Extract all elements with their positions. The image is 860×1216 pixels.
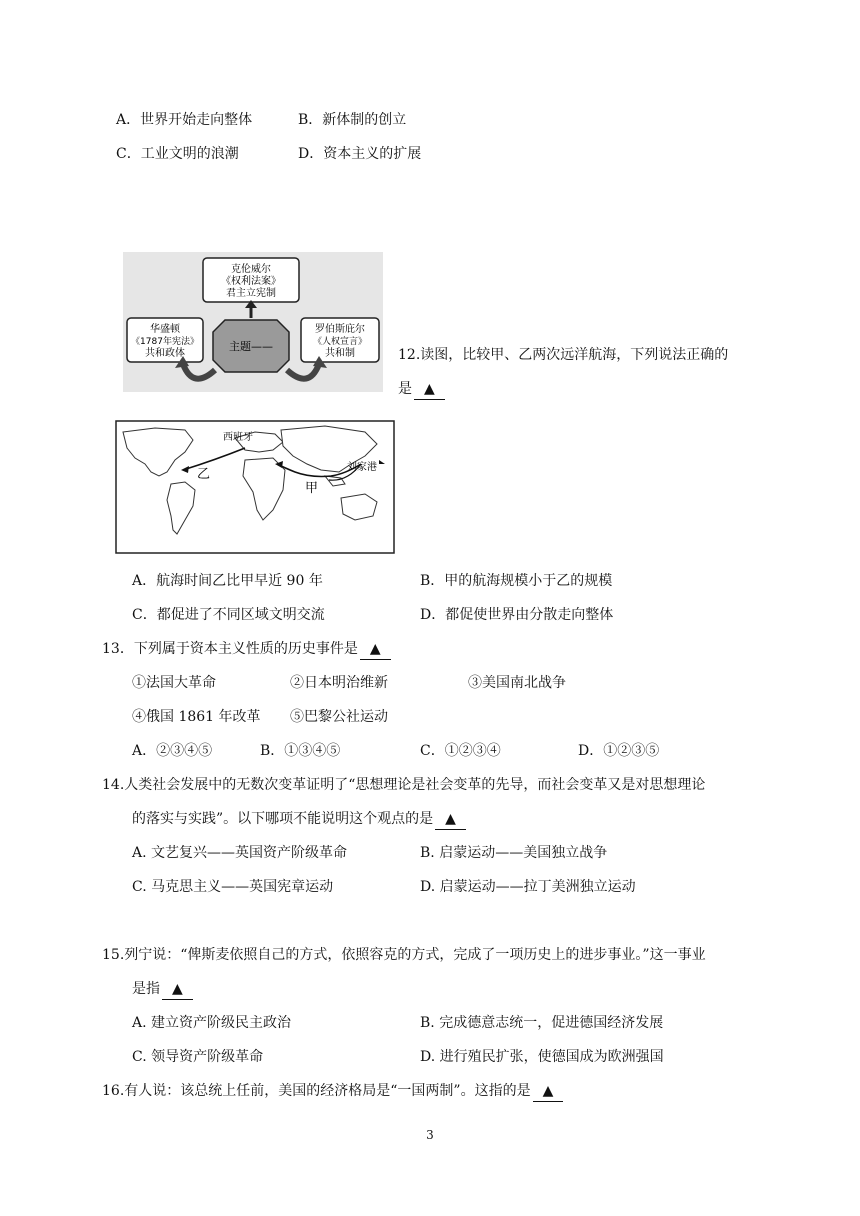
q13-item-5: ⑤巴黎公社运动 (290, 709, 388, 725)
q13-item-2: ②日本明治维新 (290, 675, 388, 691)
q13-option-c: C．①②③④ (420, 743, 501, 759)
q11-option-a: A．世界开始走向整体 (116, 112, 253, 128)
q13-item-3: ③美国南北战争 (468, 675, 566, 691)
answer-blank: ▲ (360, 639, 391, 660)
map-label-spain: 西班牙 (223, 432, 253, 443)
right-box-line3: 共和制 (325, 348, 355, 359)
world-map (115, 420, 395, 554)
q12-option-d: D．都促使世界由分散走向整体 (420, 607, 614, 623)
q13-option-b: B．①③④⑤ (260, 743, 341, 759)
answer-blank: ▲ (162, 979, 193, 1000)
q12-stem-end: 是 (398, 381, 412, 397)
q16-stem-line (102, 1081, 563, 1102)
q14-option-c: C. 马克思主义——英国宪章运动 (132, 879, 334, 895)
q15-option-d: D. 进行殖民扩张，使德国成为欧洲强国 (420, 1049, 664, 1065)
q12-stem-2 (398, 379, 445, 400)
q11-option-d: D．资本主义的扩展 (298, 146, 422, 162)
q13-option-d: D．①②③⑤ (578, 743, 660, 759)
theme-diagram (123, 252, 383, 392)
q14-option-d: D. 启蒙运动——拉丁美洲独立运动 (420, 879, 636, 895)
q13-option-a: A．②③④⑤ (132, 743, 213, 759)
q15-stem-1: 15.列宁说：“俾斯麦依照自己的方式，依照容克的方式，完成了一项历史上的进步事业。”这一事业 (102, 947, 706, 963)
left-box-line2: 《1787年宪法》 (131, 337, 199, 347)
q13-stem: 13．下列属于资本主义性质的历史事件是 (102, 641, 358, 657)
top-box-line2: 《权利法案》 (221, 276, 281, 287)
q15-stem-2-line (132, 979, 193, 1000)
q14-stem-1: 14.人类社会发展中的无数次变革证明了“思想理论是社会变革的先导，而社会变革又是对思想理论 (102, 777, 706, 793)
q13-stem-line (102, 639, 391, 660)
left-box-line3: 共和政体 (145, 348, 185, 359)
q14-stem-2: 的落实与实践”。以下哪项不能说明这个观点的是 (132, 811, 434, 827)
right-box-line1: 罗伯斯庇尔 (315, 324, 365, 335)
q15-stem-2: 是指 (132, 981, 160, 997)
right-box-line2: 《人权宣言》 (312, 337, 368, 347)
q11-option-c: C．工业文明的浪潮 (116, 146, 239, 162)
q12-option-c: C．都促进了不同区域文明交流 (132, 607, 325, 623)
top-box-line3: 君主立宪制 (226, 288, 276, 299)
left-box-line1: 华盛顿 (150, 324, 180, 335)
q12-stem: 12.读图，比较甲、乙两次远洋航海，下列说法正确的 (398, 347, 729, 363)
q13-item-1: ①法国大革命 (132, 675, 216, 691)
map-label-jia: 甲 (305, 481, 319, 496)
q16-stem: 16.有人说：该总统上任前，美国的经济格局是“一国两制”。这指的是 (102, 1083, 531, 1099)
q12-option-a: A．航海时间乙比甲早近 90 年 (132, 573, 323, 589)
q15-option-b: B. 完成德意志统一，促进德国经济发展 (420, 1015, 664, 1031)
q14-option-b: B. 启蒙运动——美国独立战争 (420, 845, 608, 861)
q14-option-a: A. 文艺复兴——英国资产阶级革命 (132, 845, 348, 861)
q11-option-b: B．新体制的创立 (298, 112, 407, 128)
answer-blank: ▲ (533, 1081, 564, 1102)
map-label-yi: 乙 (197, 467, 211, 482)
answer-blank: ▲ (435, 809, 466, 830)
q14-stem-2-line (132, 809, 466, 830)
top-box-line1: 克伦威尔 (231, 264, 271, 275)
center-theme: 主题—— (229, 340, 273, 353)
q13-item-4: ④俄国 1861 年改革 (132, 709, 261, 725)
q15-option-c: C. 领导资产阶级革命 (132, 1049, 264, 1065)
page-number: 3 (426, 1128, 434, 1142)
q15-option-a: A. 建立资产阶级民主政治 (132, 1015, 292, 1031)
map-label-liujiagang: 刘家港 (347, 462, 377, 473)
q12-option-b: B．甲的航海规模小于乙的规模 (420, 573, 613, 589)
answer-blank: ▲ (414, 379, 445, 400)
